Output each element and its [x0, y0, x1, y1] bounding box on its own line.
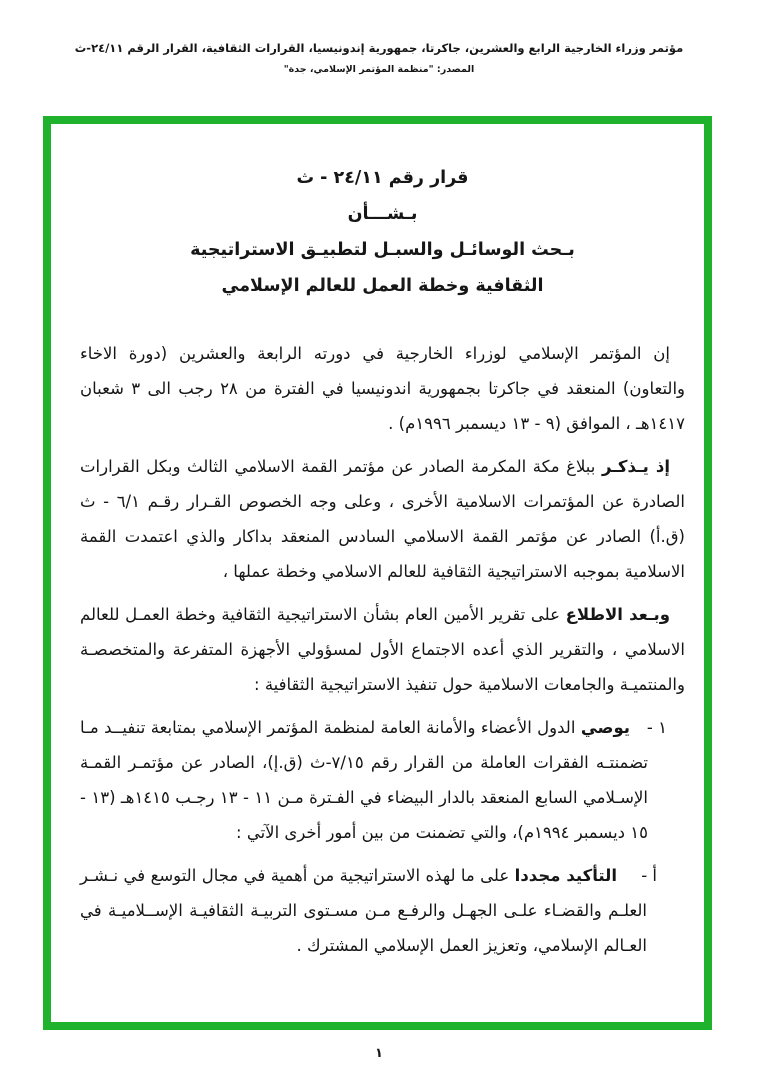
item-text: على ما لهذه الاستراتيجية من أهمية في مجال التوسع في نـشـر العلـم والقضـاء علـى الجهـل والرفـع مـن مسـتوى التربيـة الثقافيـة الإســلاميـة في العـالم الإسلامي، وتعزيز العمل الإسلامي المشترك . — [80, 866, 647, 955]
paragraph-text: إن المؤتمر الإسلامي لوزراء الخارجية في دورته الرابعة والعشرين (دورة الاخاء والتعاون) المنعقد في جاكرتا بجمهورية اندونيسيا في الفترة من ٢٨ رجب الى ٣ شعبان ١٤١٧هـ ، الموافق (٩ - ١٣ ديسمبر ١٩٩٦م) . — [80, 344, 686, 433]
resolution-text — [80, 336, 685, 963]
header-source-attribution: المصدر: "منظمة المؤتمر الإسلامي، جدة" — [283, 64, 475, 75]
green-frame — [43, 116, 712, 1030]
paragraph-text: على تقرير الأمين العام بشأن الاستراتيجية الثقافية وخطة العمـل للعالم الاسلامي ، والتقرير الذي أعده الاجتماع الأول لمسؤولي الأجهزة المتفرعة والمتخصصـة والمنتميـة والجامعات الاسلامية حول تنفيذ الاستراتيجية الثقافية : — [80, 605, 685, 694]
page-number: ١ — [375, 1046, 383, 1061]
resolution-title — [80, 160, 685, 304]
item-lead: التأكيد مجددا — [514, 866, 617, 885]
paragraph-lead: إذ يـذكـر — [601, 457, 671, 476]
resolution-regarding: بـشـــأن — [347, 204, 418, 224]
item-lead: يوصي — [580, 718, 630, 737]
resolution-subject-line1: بـحث الوسائـل والسبـل لتطبيـق الاستراتيجية — [190, 240, 575, 260]
recalling-paragraph — [80, 449, 685, 589]
paragraph-lead: وبـعد الاطلاع — [565, 605, 671, 624]
preamble-paragraph — [80, 336, 685, 441]
document-body — [51, 124, 704, 963]
item-marker: ١ - — [646, 718, 667, 737]
item-text: الدول الأعضاء والأمانة العامة لمنظمة المؤتمر الإسلامي بمتابعة تنفيــد مـا تضمنتـه الفقرات العاملة من القرار رقم ٧/١٥-ث (ق.إ)، الصادر عن مؤتمـر القمـة الإسـلامي السابع المنعقد بالدار البيضاء في الفـترة مـن ١١ - ١٣ رجـب ١٤١٥هـ (١٣ - ١٥ ديسمبر ١٩٩٤م)، والتي تضمنت من بين أمور أخرى الآتي : — [80, 718, 648, 842]
header-source-line: مؤتمر وزراء الخارجية الرابع والعشرين، جاكرتا، جمهورية إندونيسيا، القرارات الثقافية، القرار الرقم ٢٤/١١-ث — [74, 41, 684, 55]
list-item-1 — [80, 710, 667, 850]
having-reviewed-paragraph — [80, 597, 685, 702]
paragraph-text: ببلاغ مكة المكرمة الصادر عن مؤتمر القمة الاسلامي الثالث وبكل القرارات الصادرة عن المؤتمرات الاسلامية الأخرى ، وعلى وجه الخصوص القـرار رقـم ٦/١ - ث (ق.أ) الصادر عن مؤتمر القمة الاسلامي السادس المنعقد بداكار والذي اعتمدت القمة الاسلامية بموجبه الاستراتيجية الثقافية للعالم الاسلامي وخطة عملها ، — [80, 457, 685, 581]
resolution-number: قرار رقم ٢٤/١١ - ث — [296, 168, 469, 188]
resolution-subject-line2: الثقافية وخطة العمل للعالم الإسلامي — [221, 276, 544, 296]
page-header — [0, 41, 758, 75]
list-item-1a — [80, 858, 657, 963]
item-marker: أ - — [641, 866, 657, 885]
